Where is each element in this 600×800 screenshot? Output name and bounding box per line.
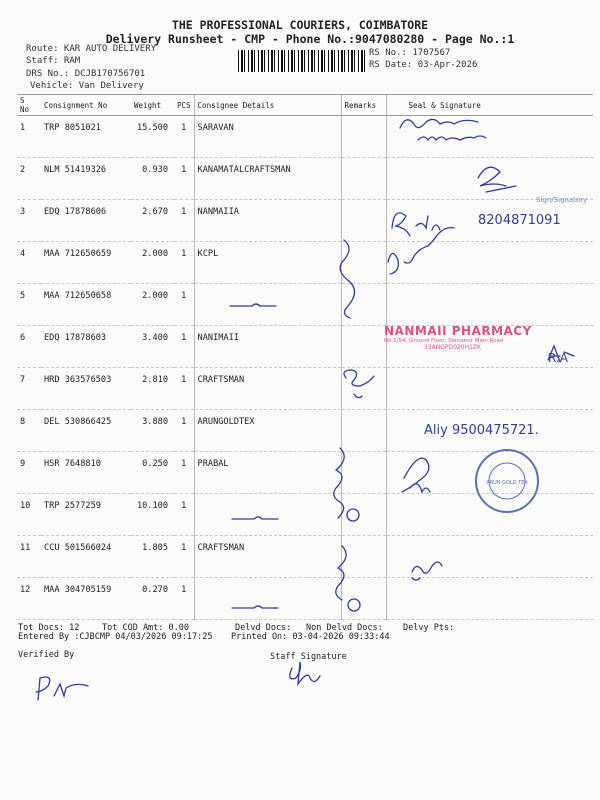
cell-signature	[386, 242, 593, 284]
cell-pcs: 1	[174, 578, 194, 620]
pharmacy-stamp-code: 33ANGPD020H1ZK	[424, 344, 481, 351]
cell-weight: 1.805	[131, 536, 174, 578]
table-header-row	[17, 95, 593, 116]
table-row	[17, 368, 593, 410]
cell-remarks	[341, 578, 386, 620]
cell-consignment: EDQ 17878606	[41, 200, 131, 242]
pharmacy-stamp-address: No.1/54, Ground Floor, Somanur Main Road	[384, 338, 504, 344]
cell-sno: 8	[17, 410, 41, 452]
cell-signature	[386, 368, 593, 410]
cell-weight: 2.810	[131, 368, 174, 410]
cell-weight: 10.100	[131, 494, 174, 536]
cell-weight: 2.000	[131, 284, 174, 326]
cell-weight: 15.500	[131, 116, 174, 158]
cell-sno: 3	[17, 200, 41, 242]
cell-remarks	[341, 242, 386, 284]
cell-remarks	[341, 536, 386, 578]
cell-weight: 0.270	[131, 578, 174, 620]
barcode-icon	[238, 50, 368, 72]
cell-consignment: CCU 501566024	[41, 536, 131, 578]
cell-pcs: 1	[174, 326, 194, 368]
cell-signature	[386, 284, 593, 326]
cell-consignee	[194, 578, 341, 620]
cell-sno: 4	[17, 242, 41, 284]
drs-number: DRS No.: DCJB170756701	[26, 69, 146, 79]
cell-weight: 0.250	[131, 452, 174, 494]
pharmacy-stamp-name: NANMAII PHARMACY	[384, 324, 532, 338]
staff-signature-label: Staff Signature	[270, 652, 347, 662]
table-row	[17, 200, 593, 242]
cell-sno: 1	[17, 116, 41, 158]
cell-consignee	[194, 284, 341, 326]
handwritten-note-row8: Aliy 9500475721.	[424, 423, 539, 438]
cell-consignment: HSR 7648810	[41, 452, 131, 494]
verified-signature	[36, 677, 88, 700]
cell-consignment: MAA 712650658	[41, 284, 131, 326]
handwritten-initial-row7: R.A	[548, 351, 568, 365]
cell-consignee	[194, 494, 341, 536]
cell-remarks	[341, 494, 386, 536]
cell-signature	[386, 536, 593, 578]
col-pcs: PCS	[174, 95, 194, 116]
col-weight: Weight	[131, 95, 174, 116]
cell-signature	[386, 158, 593, 200]
delivery-points: Delvy Pts:	[403, 623, 455, 633]
total-cod-amount: Tot COD Amt: 0.00	[102, 623, 189, 633]
cell-remarks	[341, 116, 386, 158]
staff-signature	[290, 662, 320, 684]
runsheet-table	[17, 94, 593, 620]
cell-pcs: 1	[174, 410, 194, 452]
cell-remarks	[341, 452, 386, 494]
col-remarks: Remarks	[341, 95, 386, 116]
cell-sno: 7	[17, 368, 41, 410]
cell-pcs: 1	[174, 368, 194, 410]
cell-consignee: CRAFTSMAN	[194, 368, 341, 410]
cell-pcs: 1	[174, 536, 194, 578]
cell-weight: 2.670	[131, 200, 174, 242]
cell-consignee: NANIMAII	[194, 326, 341, 368]
col-consignment: Consignment No	[41, 95, 131, 116]
cell-consignment: EDQ 17878603	[41, 326, 131, 368]
cell-consignment: TRP 8051021	[41, 116, 131, 158]
cell-sno: 2	[17, 158, 41, 200]
cell-remarks	[341, 284, 386, 326]
cell-pcs: 1	[174, 158, 194, 200]
cell-signature	[386, 200, 593, 242]
cell-sno: 11	[17, 536, 41, 578]
cell-remarks	[341, 326, 386, 368]
round-seal-icon	[472, 446, 542, 516]
cell-consignment: HRD 363576503	[41, 368, 131, 410]
cell-consignee: ARUNGOLDTEX	[194, 410, 341, 452]
cell-remarks	[341, 368, 386, 410]
col-consignee: Consignee Details	[194, 95, 341, 116]
table-row	[17, 116, 593, 158]
cell-remarks	[341, 410, 386, 452]
cell-remarks	[341, 200, 386, 242]
printed-on: Printed On: 03-04-2026 09:33:44	[231, 632, 390, 642]
cell-weight: 0.930	[131, 158, 174, 200]
cell-consignee: NANMAIIA	[194, 200, 341, 242]
company-title: THE PROFESSIONAL COURIERS, COIMBATORE	[171, 18, 429, 32]
cell-weight: 3.880	[131, 410, 174, 452]
cell-weight: 3.400	[131, 326, 174, 368]
rs-number: RS No.: 1707567	[369, 48, 451, 58]
cell-sno: 9	[17, 452, 41, 494]
cell-sno: 5	[17, 284, 41, 326]
cell-consignee: KANAMATALCRAFTSMAN	[194, 158, 341, 200]
delivered-docs: Delvd Docs:	[235, 623, 292, 633]
cell-consignment: TRP 2577259	[41, 494, 131, 536]
cell-pcs: 1	[174, 284, 194, 326]
col-seal-signature: Seal & Signature	[386, 95, 593, 116]
cell-pcs: 1	[174, 200, 194, 242]
cell-sno: 12	[17, 578, 41, 620]
cell-pcs: 1	[174, 116, 194, 158]
table-row	[17, 242, 593, 284]
cell-consignee: CRAFTSMAN	[194, 536, 341, 578]
total-docs: Tot Docs: 12	[18, 623, 80, 633]
non-delivered-docs: Non Delvd Docs:	[306, 623, 383, 633]
verified-by-label: Verified By	[18, 650, 75, 660]
table-row	[17, 536, 593, 578]
col-sno: S No	[17, 95, 41, 116]
cell-pcs: 1	[174, 452, 194, 494]
cell-consignment: MAA 712650659	[41, 242, 131, 284]
entered-by: Entered By :CJBCMP 04/03/2026 09:17:25	[18, 632, 213, 642]
rs-date: RS Date: 03-Apr-2026	[369, 60, 478, 70]
cell-consignee: SARAVAN	[194, 116, 341, 158]
signatory-stamp-text: Sign/Signatory	[536, 196, 588, 204]
cell-consignment: NLM 51419326	[41, 158, 131, 200]
cell-remarks	[341, 158, 386, 200]
table-row	[17, 284, 593, 326]
staff: Staff: RAM	[26, 56, 81, 66]
vehicle: Vehicle: Van Delivery	[30, 81, 144, 91]
table-row	[17, 158, 593, 200]
table-row	[17, 578, 593, 620]
cell-signature	[386, 116, 593, 158]
cell-sno: 10	[17, 494, 41, 536]
cell-signature	[386, 578, 593, 620]
cell-consignee: PRABAL	[194, 452, 341, 494]
cell-weight: 2.000	[131, 242, 174, 284]
cell-sno: 6	[17, 326, 41, 368]
runsheet-subtitle: Delivery Runsheet - CMP - Phone No.:9047080280 - Page No.:1	[105, 32, 515, 46]
cell-consignee: KCPL	[194, 242, 341, 284]
round-seal-text: ARUN GOLD TEX	[486, 480, 528, 486]
cell-pcs: 1	[174, 494, 194, 536]
pharmacy-stamp	[384, 324, 584, 351]
cell-pcs: 1	[174, 242, 194, 284]
handwritten-phone-row3: 8204871091	[478, 213, 561, 228]
route: Route: KAR AUTO DELIVERY	[26, 44, 157, 54]
cell-consignment: MAA 304705159	[41, 578, 131, 620]
cell-consignment: DEL 530866425	[41, 410, 131, 452]
